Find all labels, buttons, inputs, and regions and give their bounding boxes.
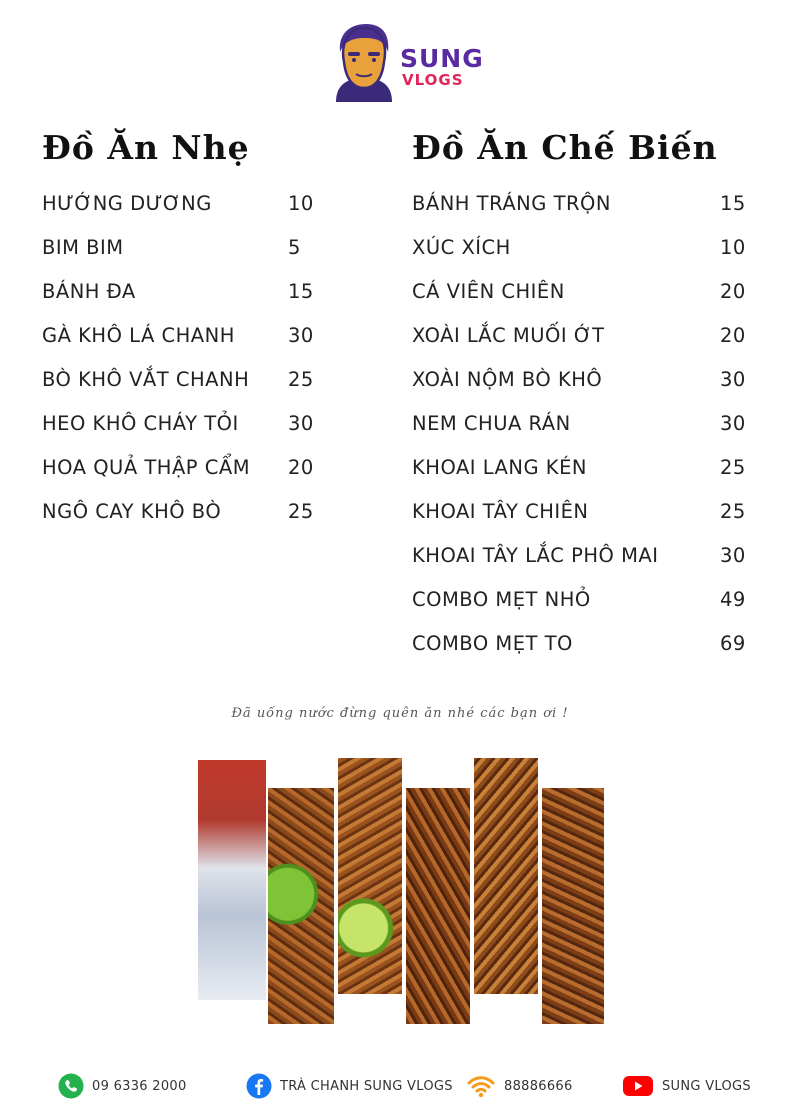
snacks-title: Đồ Ăn Nhẹ bbox=[42, 128, 250, 167]
menu-item bbox=[412, 622, 762, 666]
menu-item bbox=[412, 182, 762, 226]
photo-strip bbox=[474, 758, 538, 994]
item-name: BÁNH ĐA bbox=[42, 280, 136, 303]
photo-strip bbox=[198, 760, 266, 1000]
item-name: XOÀI NỘM BÒ KHÔ bbox=[412, 368, 603, 391]
item-name: BÒ KHÔ VẮT CHANH bbox=[42, 368, 250, 391]
youtube-channel-name: SUNG VLOGS bbox=[662, 1078, 751, 1094]
item-name: XOÀI LẮC MUỐI ỚT bbox=[412, 324, 605, 347]
item-name: BÁNH TRÁNG TRỘN bbox=[412, 192, 611, 215]
item-price: 10 bbox=[720, 236, 746, 259]
item-price: 25 bbox=[720, 500, 746, 523]
menu-item bbox=[42, 490, 332, 534]
food-photo-collage bbox=[196, 758, 606, 1028]
item-price: 20 bbox=[288, 456, 314, 479]
item-price: 25 bbox=[288, 500, 314, 523]
item-name: KHOAI LANG KÉN bbox=[412, 456, 587, 479]
brand-subname: VLOGS bbox=[402, 71, 464, 89]
menu-item bbox=[412, 270, 762, 314]
item-price: 49 bbox=[720, 588, 746, 611]
item-price: 30 bbox=[288, 412, 314, 435]
menu-item bbox=[412, 490, 762, 534]
item-name: XÚC XÍCH bbox=[412, 236, 511, 259]
wifi-info bbox=[466, 1072, 573, 1100]
item-name: COMBO MẸT TO bbox=[412, 632, 573, 655]
item-price: 25 bbox=[288, 368, 314, 391]
menu-item bbox=[42, 402, 332, 446]
processed-food-title: Đồ Ăn Chế Biến bbox=[412, 128, 718, 167]
wifi-icon bbox=[466, 1073, 496, 1099]
menu-item bbox=[412, 314, 762, 358]
menu-item bbox=[412, 358, 762, 402]
item-price: 20 bbox=[720, 324, 746, 347]
menu-item bbox=[412, 534, 762, 578]
item-name: NGÔ CAY KHÔ BÒ bbox=[42, 500, 222, 523]
item-price: 20 bbox=[720, 280, 746, 303]
item-price: 15 bbox=[288, 280, 314, 303]
item-name: HEO KHÔ CHÁY TỎI bbox=[42, 412, 239, 435]
item-name: HƯỚNG DƯƠNG bbox=[42, 192, 212, 215]
photo-strip bbox=[338, 758, 402, 994]
item-price: 15 bbox=[720, 192, 746, 215]
item-price: 30 bbox=[720, 412, 746, 435]
phone-number: 09 6336 2000 bbox=[92, 1078, 187, 1094]
menu-item bbox=[42, 314, 332, 358]
item-price: 69 bbox=[720, 632, 746, 655]
item-price: 30 bbox=[720, 544, 746, 567]
item-name: BIM BIM bbox=[42, 236, 124, 259]
item-name: KHOAI TÂY LẮC PHÔ MAI bbox=[412, 544, 659, 567]
menu-item bbox=[412, 578, 762, 622]
menu-item bbox=[42, 446, 332, 490]
menu-item bbox=[412, 226, 762, 270]
item-name: COMBO MẸT NHỎ bbox=[412, 588, 591, 611]
brand-name: SUNG bbox=[400, 44, 484, 73]
youtube-contact[interactable] bbox=[622, 1072, 751, 1100]
menu-item bbox=[412, 446, 762, 490]
mascot-face-icon bbox=[330, 22, 398, 102]
brand-logo bbox=[330, 22, 484, 104]
processed-food-section bbox=[412, 126, 762, 666]
youtube-icon bbox=[622, 1073, 654, 1099]
item-name: NEM CHUA RÁN bbox=[412, 412, 571, 435]
facebook-contact[interactable] bbox=[246, 1072, 453, 1100]
phone-contact[interactable] bbox=[58, 1072, 187, 1100]
wifi-password: 88886666 bbox=[504, 1078, 573, 1094]
item-name: CÁ VIÊN CHIÊN bbox=[412, 280, 565, 303]
item-name: KHOAI TÂY CHIÊN bbox=[412, 500, 589, 523]
photo-strip bbox=[268, 788, 334, 1024]
menu-item bbox=[42, 270, 332, 314]
menu-item bbox=[42, 358, 332, 402]
menu-item bbox=[42, 182, 332, 226]
menu-item bbox=[42, 226, 332, 270]
photo-strip bbox=[542, 788, 604, 1024]
snacks-section bbox=[42, 126, 332, 534]
item-name: HOA QUẢ THẬP CẨM bbox=[42, 456, 251, 479]
facebook-page-name: TRÀ CHANH SUNG VLOGS bbox=[280, 1078, 453, 1094]
menu-item bbox=[412, 402, 762, 446]
item-price: 10 bbox=[288, 192, 314, 215]
phone-icon bbox=[58, 1073, 84, 1099]
item-price: 30 bbox=[720, 368, 746, 391]
photo-strip bbox=[406, 788, 470, 1024]
contact-footer bbox=[0, 1072, 800, 1102]
tagline: Đã uống nước đừng quên ăn nhé các bạn ơi ! bbox=[231, 706, 569, 721]
facebook-icon bbox=[246, 1073, 272, 1099]
item-price: 25 bbox=[720, 456, 746, 479]
item-name: GÀ KHÔ LÁ CHANH bbox=[42, 324, 235, 347]
item-price: 5 bbox=[288, 236, 301, 259]
item-price: 30 bbox=[288, 324, 314, 347]
